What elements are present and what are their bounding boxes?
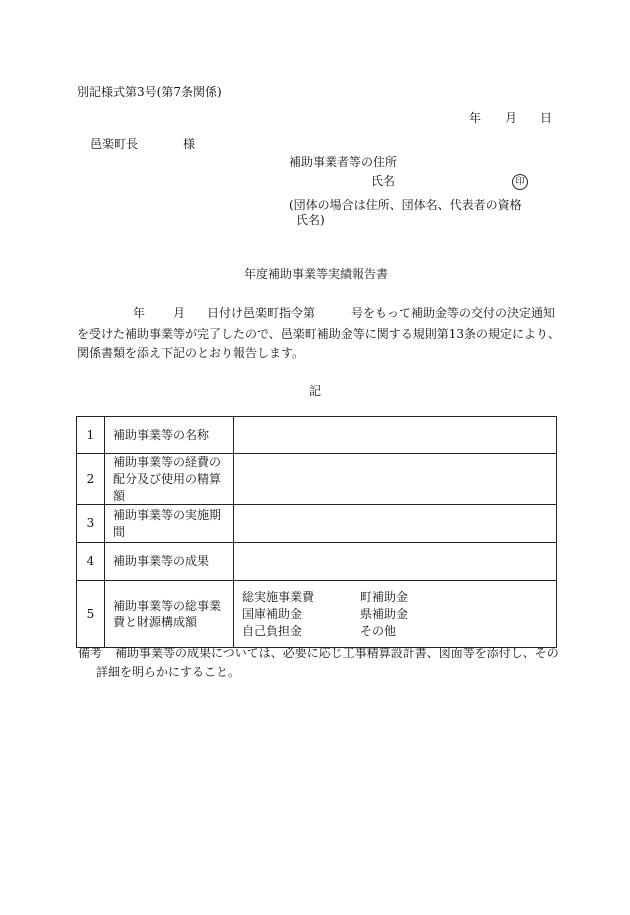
row-value	[234, 543, 557, 581]
row-number: 4	[77, 543, 105, 581]
table-row	[77, 543, 557, 581]
date-month: 月	[505, 111, 518, 125]
row-value	[234, 417, 557, 454]
funding-national-subsidy: 国庫補助金	[242, 607, 303, 622]
date-day: 日	[540, 111, 553, 125]
date-year: 年	[469, 111, 482, 125]
body-line1-end: 号をもって補助金等の交付の決定通知	[351, 306, 556, 320]
body-year: 年	[133, 306, 146, 320]
funding-self-burden: 自己負担金	[242, 624, 303, 639]
report-table	[76, 416, 557, 648]
document-title: 年度補助事業等実績報告書	[244, 267, 389, 281]
ki-heading: 記	[309, 384, 322, 398]
seal-mark	[512, 173, 528, 190]
row-label: 補助事業等の成果	[105, 543, 234, 581]
row-label: 補助事業等の経費の配分及び使用の精算額	[105, 454, 234, 505]
seal-icon: 印	[512, 174, 528, 190]
table-row	[77, 505, 557, 543]
funding-total-project-cost: 総実施事業費	[242, 590, 315, 605]
table-row	[77, 454, 557, 505]
row-label: 補助事業等の実施期間	[105, 505, 234, 543]
recipient-title: 邑楽町長	[90, 137, 139, 151]
row-label: 補助事業等の名称	[105, 417, 234, 454]
funding-other: その他	[360, 624, 397, 639]
table-row	[77, 581, 557, 648]
applicant-note-line2: 氏名)	[296, 213, 325, 227]
remarks-line1: 補助事業等の成果については、必要に応じ工事精算設計書、図面等を添付し、その	[115, 646, 559, 660]
applicant-name-label: 氏名	[371, 174, 396, 188]
body-month: 月	[173, 306, 186, 320]
funding-prefecture-subsidy: 県補助金	[360, 607, 409, 622]
table-row	[77, 417, 557, 454]
applicant-address-label: 補助事業者等の住所	[289, 155, 398, 169]
remarks-label: 備考	[78, 646, 103, 660]
row-number: 5	[77, 581, 105, 648]
row-number: 3	[77, 505, 105, 543]
row-value	[234, 454, 557, 505]
remarks-line2: 詳細を明らかにすること。	[96, 665, 241, 679]
row-number: 2	[77, 454, 105, 505]
row-number: 1	[77, 417, 105, 454]
row-value	[234, 505, 557, 543]
applicant-note-line1: (団体の場合は住所、団体名、代表者の資格	[289, 198, 522, 212]
row-label: 補助事業等の総事業費と財源構成額	[105, 581, 234, 648]
funding-town-subsidy: 町補助金	[360, 590, 409, 605]
funding-breakdown	[234, 581, 557, 648]
form-number: 別記様式第3号(第7条関係)	[77, 85, 222, 99]
body-line2: を受けた補助事業等が完了したので、邑楽町補助金等に関する規則第13条の規定により、	[77, 327, 561, 341]
recipient-honorific: 様	[183, 137, 196, 151]
body-decision-ref: 日付け邑楽町指令第	[207, 306, 316, 320]
body-line3: 関係書類を添え下記のとおり報告します。	[77, 346, 305, 360]
